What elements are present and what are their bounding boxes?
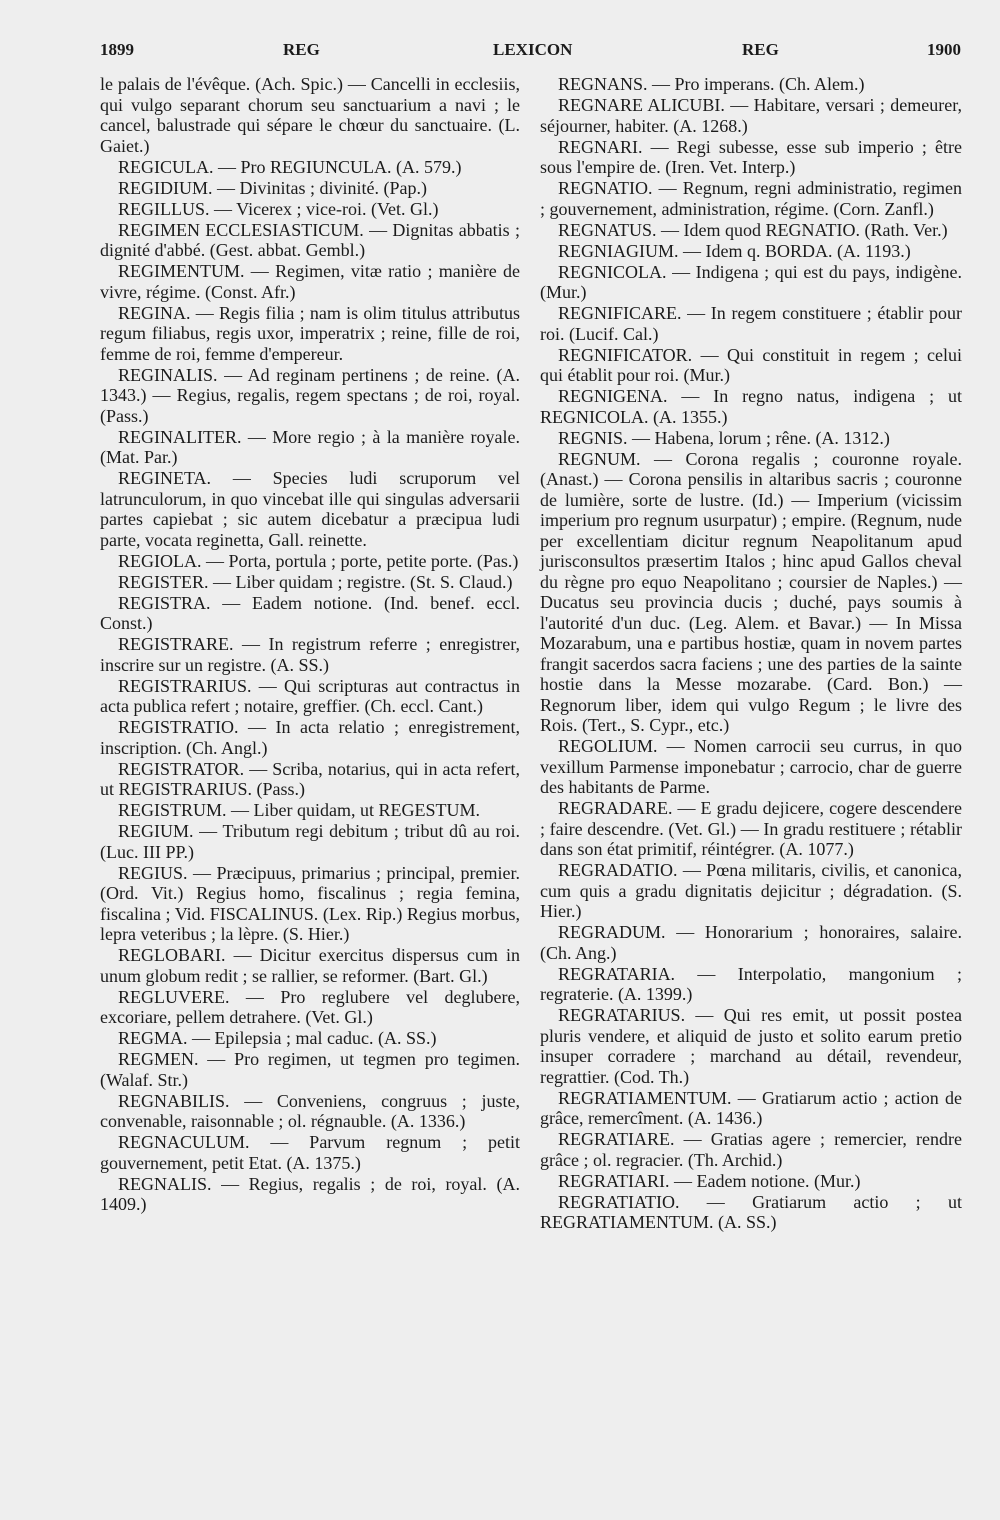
- dictionary-entry: REGIOLA. — Porta, portula ; porte, petite porte. (Pas.): [118, 550, 519, 571]
- dictionary-entry: REGNICOLA. — Indigena ; qui est du pays, indigène. (Mur.): [540, 261, 962, 302]
- dictionary-entry: le palais de l'évêque. (Ach. Spic.) — Cancelli in ecclesiis, qui vulgo separant chorum seu sanctuarium a navi ; le cancel, balustrade qui sépare le chœur du sanctuaire. (L. Gaiet.): [100, 74, 520, 156]
- left-column: [100, 74, 520, 1215]
- dictionary-entry: REGMEN. — Pro regimen, ut tegmen pro tegimen. (Walaf. Str.): [100, 1049, 520, 1090]
- dictionary-entry: REGIUM. — Tributum regi debitum ; tribut dû au roi. (Luc. III PP.): [100, 821, 520, 862]
- dictionary-entry: REGRATARIA. — Interpolatio, mangonium ; regraterie. (A. 1399.): [540, 963, 962, 1004]
- page-number-left: 1899: [100, 40, 134, 59]
- dictionary-entry: REGRATIATIO. — Gratiarum actio ; ut REGRATIAMENTUM. (A. SS.): [540, 1191, 962, 1232]
- dictionary-entry: REGNIFICATOR. — Qui constituit in regem ; celui qui établit pour roi. (Mur.): [540, 344, 962, 385]
- dictionary-entry: REGRATIARE. — Gratias agere ; remercier, rendre grâce ; ol. regracier. (Th. Archid.): [540, 1129, 962, 1170]
- guide-word-right: REG: [742, 40, 779, 59]
- dictionary-entry: REGICULA. — Pro REGIUNCULA. (A. 579.): [118, 156, 462, 177]
- page-header: [0, 40, 1000, 70]
- dictionary-entry: REGNIGENA. — In regno natus, indigena ; ut REGNICOLA. (A. 1355.): [540, 386, 962, 427]
- dictionary-entry: REGIUS. — Præcipuus, primarius ; principal, premier. (Ord. Vit.) Regius homo, fiscalinus ; regia femina, fiscalina ; Vid. FISCALINUS. (Lex. Rip.) Regius morbus, lepra veteribus ; la lèpre. (S. Hier.): [100, 862, 520, 944]
- dictionary-entry: REGILLUS. — Vicerex ; vice-roi. (Vet. Gl.): [118, 198, 439, 219]
- right-column: [540, 74, 962, 1233]
- dictionary-entry: REGIMEN ECCLESIASTICUM. — Dignitas abbatis ; dignité d'abbé. (Gest. abbat. Gembl.): [100, 219, 520, 260]
- dictionary-entry: REGRADARE. — E gradu dejicere, cogere descendere ; faire descendre. (Vet. Gl.) — In gradu restituere ; rétablir dans son état primitif, réintégrer. (A. 1077.): [540, 798, 962, 859]
- dictionary-entry: REGIMENTUM. — Regimen, vitæ ratio ; manière de vivre, régime. (Const. Afr.): [100, 261, 520, 302]
- dictionary-entry: REGNABILIS. — Conveniens, congruus ; juste, convenable, raisonnable ; ol. régnauble. (A. 1336.): [100, 1090, 520, 1131]
- dictionary-entry: REGNIFICARE. — In regem constituere ; établir pour roi. (Lucif. Cal.): [540, 303, 962, 344]
- dictionary-entry: REGISTRUM. — Liber quidam, ut REGESTUM.: [118, 800, 480, 820]
- page-number-right: 1900: [927, 40, 961, 59]
- guide-word-left: REG: [283, 40, 320, 59]
- dictionary-entry: REGINA. — Regis filia ; nam is olim titulus attributus regum filiabus, regis uxor, imperatrix ; reine, fille de roi, femme de roi, femme d'empereur.: [100, 302, 520, 364]
- dictionary-entry: REGISTRARE. — In registrum referre ; enregistrer, inscrire sur un registre. (A. SS.): [100, 634, 520, 675]
- dictionary-entry: REGIDIUM. — Divinitas ; divinité. (Pap.): [118, 177, 427, 198]
- dictionary-entry: REGISTER. — Liber quidam ; registre. (St. S. Claud.): [118, 571, 513, 592]
- dictionary-entry: REGLOBARI. — Dicitur exercitus dispersus cum in unum globum redit ; se rallier, se reformer. (Bart. Gl.): [100, 945, 520, 986]
- dictionary-entry: REGNIS. — Habena, lorum ; rêne. (A. 1312.): [558, 427, 890, 448]
- dictionary-entry: REGRATIARI. — Eadem notione. (Mur.): [558, 1170, 861, 1191]
- dictionary-entry: REGINETA. — Species ludi scruporum vel latrunculorum, in quo vincebat ille qui singulas adversarii partes capiebat ; sic autem dicebatur a præcipua ludi parte, vocata reginetta, Gall. reinette.: [100, 468, 520, 550]
- dictionary-entry: REGISTRATOR. — Scriba, notarius, qui in acta refert, ut REGISTRARIUS. (Pass.): [100, 758, 520, 799]
- dictionary-entry: REGRATIAMENTUM. — Gratiarum actio ; action de grâce, remercîment. (A. 1436.): [540, 1087, 962, 1128]
- dictionary-entry: REGISTRA. — Eadem notione. (Ind. benef. eccl. Const.): [100, 592, 520, 633]
- dictionary-entry: REGISTRARIUS. — Qui scripturas aut contractus in acta publica refert ; notaire, greffier. (Ch. eccl. Cant.): [100, 675, 520, 716]
- dictionary-entry: REGNACULUM. — Parvum regnum ; petit gouvernement, petit Etat. (A. 1375.): [100, 1132, 520, 1173]
- dictionary-entry: REGNATIO. — Regnum, regni administratio, regimen ; gouvernement, administration, régime. (Corn. Zanfl.): [540, 178, 962, 219]
- dictionary-entry: REGISTRATIO. — In acta relatio ; enregistrement, inscription. (Ch. Angl.): [100, 717, 520, 758]
- dictionary-entry: REGLUVERE. — Pro reglubere vel deglubere, excoriare, pellem detrahere. (Vet. Gl.): [100, 986, 520, 1027]
- dictionary-entry: REGRADUM. — Honorarium ; honoraires, salaire. (Ch. Ang.): [540, 922, 962, 963]
- dictionary-entry: REGNALIS. — Regius, regalis ; de roi, royal. (A. 1409.): [100, 1173, 520, 1214]
- dictionary-entry: REGINALITER. — More regio ; à la manière royale. (Mat. Par.): [100, 426, 520, 467]
- dictionary-entry: REGINALIS. — Ad reginam pertinens ; de reine. (A. 1343.) — Regius, regalis, regem spectans ; de roi, royal. (Pass.): [100, 364, 520, 426]
- running-title: LEXICON: [493, 40, 573, 59]
- dictionary-entry: REGNARE ALICUBI. — Habitare, versari ; demeurer, séjourner, habiter. (A. 1268.): [540, 95, 962, 136]
- dictionary-entry: REGRATARIUS. — Qui res emit, ut possit postea pluris vendere, et aliquid de justo et solito earum pretio insuper corradere ; marchand au détail, revendeur, regrattier. (Cod. Th.): [540, 1005, 962, 1087]
- dictionary-entry: REGNATUS. — Idem quod REGNATIO. (Rath. Ver.): [558, 219, 948, 240]
- dictionary-entry: REGNIAGIUM. — Idem q. BORDA. (A. 1193.): [558, 240, 911, 261]
- dictionary-entry: REGNANS. — Pro imperans. (Ch. Alem.): [558, 74, 865, 94]
- dictionary-entry: REGNARI. — Regi subesse, esse sub imperio ; être sous l'empire de. (Iren. Vet. Interp.): [540, 136, 962, 177]
- dictionary-entry: REGOLIUM. — Nomen carrocii seu currus, in quo vexillum Parmense imponebatur ; carrocio, char de guerre des habitants de Parme.: [540, 736, 962, 797]
- dictionary-entry: REGMA. — Epilepsia ; mal caduc. (A. SS.): [118, 1028, 437, 1048]
- dictionary-entry: REGRADATIO. — Pœna militaris, civilis, et canonica, cum quis a gradu dignitatis dejicitur ; dégradation. (S. Hier.): [540, 860, 962, 921]
- dictionary-entry: REGNUM. — Corona regalis ; couronne royale. (Anast.) — Corona pensilis in altaribus sacris ; couronne de lumière, sorte de lustre. (Id.) — Imperium (vicissim imperium pro regnum usurpatur) ; empire. (Regnum, nude per excellentiam dicitur regnum Neapolitanum apud jurisconsultos præsertim Italos ; hinc apud Gallos cheval du règne pro equo Neapolitano ; coursier de Naples.) — Ducatus seu provincia ducis ; duché, pays soumis à l'autorité d'un duc. (Leg. Alem. et Bavar.) — In Missa Mozarabum, una e partibus hostiæ, quam in novem partes frangit sacerdos sacra faciens ; une des parties de la sainte hostie dans la Messe mozarabe. (Card. Bon.) — Regnorum liber, idem qui vulgo Regum ; le livre des Rois. (Tert., S. Cypr., etc.): [540, 448, 962, 735]
